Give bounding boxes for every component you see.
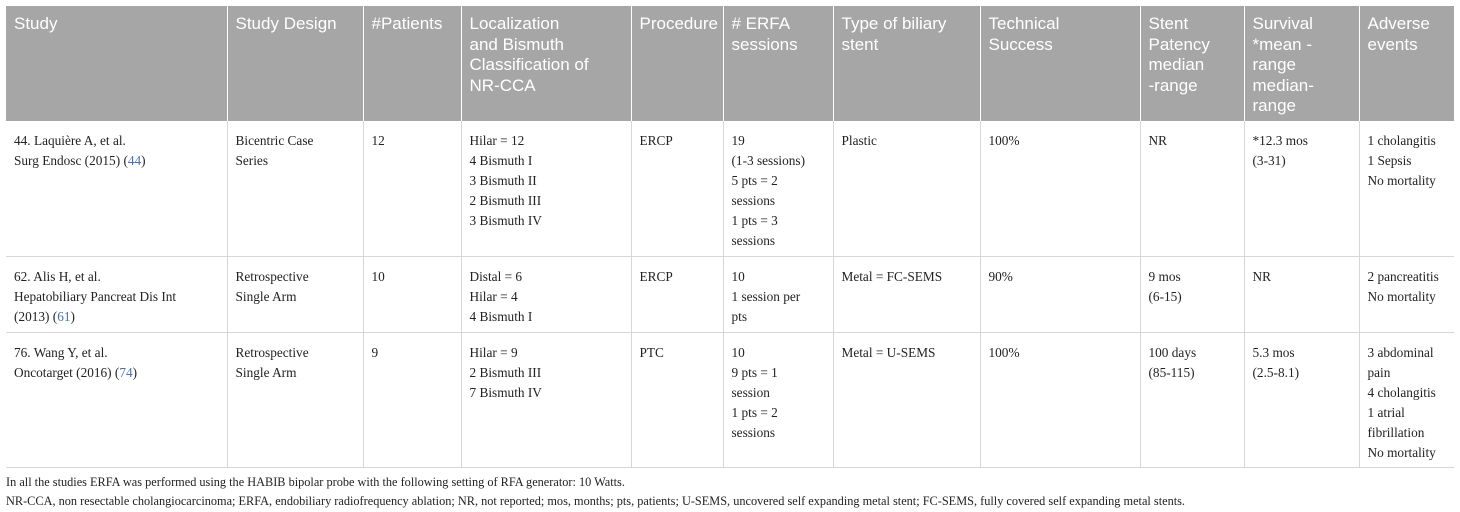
reference-link[interactable]: 44 <box>127 152 142 168</box>
cell-line <box>1253 343 1353 363</box>
cell-text: sessions <box>731 425 776 440</box>
cell-line <box>470 211 625 231</box>
table-footnotes <box>6 473 1454 510</box>
cell-line <box>14 343 221 363</box>
cell-text: Retrospective <box>235 269 309 284</box>
cell-text: 100% <box>988 345 1020 360</box>
cell-stent-patency <box>1140 257 1244 333</box>
cell-line <box>732 343 827 363</box>
cell-line: Success <box>988 34 1053 54</box>
cell-line <box>732 211 827 231</box>
cell-survival <box>1244 257 1359 333</box>
cell-line: median- <box>1252 75 1314 95</box>
cell-line <box>1368 343 1449 363</box>
cell-text: 76. Wang Y, et al. <box>14 345 108 360</box>
cell-technical-success <box>980 257 1140 333</box>
cell-line <box>470 191 625 211</box>
cell-patients <box>363 333 461 468</box>
column-header-localization <box>461 6 631 121</box>
cell-technical-success <box>980 333 1140 468</box>
cell-text: Plastic <box>841 132 877 148</box>
column-header-study <box>6 6 227 121</box>
cell-line <box>842 343 974 363</box>
cell-text: session <box>731 385 770 400</box>
cell-text: 19 <box>731 132 745 148</box>
cell-line: #Patients <box>371 14 443 33</box>
column-header-erfa-sessions <box>723 6 833 121</box>
cell-line <box>1368 363 1449 383</box>
cell-line <box>470 307 625 327</box>
cell-localization <box>461 333 631 468</box>
cell-line: Adverse <box>1367 14 1430 33</box>
cell-line <box>1253 151 1353 171</box>
table-body <box>6 121 1454 468</box>
cell-text: sessions <box>731 192 776 208</box>
cell-text: ERCP <box>639 132 673 148</box>
footnote-settings: In all the studies ERFA was performed using the HABIB bipolar probe with the following setting of RFA generator: 10 Watts. <box>6 475 625 489</box>
cell-line <box>372 267 455 287</box>
cell-line <box>236 131 357 151</box>
cell-text: fibrillation <box>1367 425 1425 440</box>
cell-line <box>1149 131 1238 151</box>
cell-text: 62. Alis H, et al. <box>14 269 101 284</box>
cell-text: sessions <box>731 232 776 248</box>
cell-erfa-sessions <box>723 257 833 333</box>
footnote-abbreviations: NR-CCA, non resectable cholangiocarcinoma; ERFA, endobiliary radiofrequency ablation; NR, not reported; mos, months; pts, patients; U-SEMS, uncovered self expanding metal stent; FC-SEMS, fully covered self expanding metal stents. <box>6 493 1186 508</box>
cell-text: 3 abdominal <box>1367 345 1434 360</box>
cell-procedure <box>631 257 723 333</box>
cell-line: range <box>1252 55 1296 74</box>
reference-paren: ) <box>132 365 138 380</box>
cell-line <box>732 171 827 191</box>
table-row <box>6 257 1454 333</box>
cell-line <box>732 231 827 251</box>
cell-text: Hilar = 4 <box>469 289 518 304</box>
cell-line <box>236 287 357 307</box>
cell-line <box>640 131 717 151</box>
cell-text: 4 Bismuth I <box>469 309 533 324</box>
cell-text: pts <box>731 309 748 324</box>
cell-line <box>470 131 625 151</box>
cell-stent-patency <box>1140 121 1244 257</box>
cell-text: Metal = FC-SEMS <box>841 269 943 284</box>
cell-line <box>14 267 221 287</box>
cell-line: sessions <box>731 34 798 54</box>
cell-text: (3-31) <box>1252 152 1286 168</box>
reference-paren: ) <box>70 309 75 324</box>
cell-text: 9 <box>371 345 379 360</box>
cell-text: (6-15) <box>1148 289 1182 304</box>
study-table <box>6 6 1454 468</box>
cell-stent-type <box>833 121 980 257</box>
cell-text: 4 Bismuth I <box>469 152 533 168</box>
cell-line <box>470 363 625 383</box>
cell-line <box>732 287 827 307</box>
cell-stent-type <box>833 333 980 468</box>
cell-line <box>14 151 221 171</box>
cell-text: 12 <box>371 132 385 148</box>
cell-line: Technical <box>988 14 1060 33</box>
cell-line <box>989 131 1134 151</box>
cell-text: NR <box>1252 269 1271 284</box>
cell-text: Single Arm <box>235 365 297 380</box>
cell-line <box>1368 443 1449 463</box>
cell-line <box>1149 343 1238 363</box>
cell-line <box>236 343 357 363</box>
cell-text: 1 Sepsis <box>1367 152 1412 168</box>
cell-line: and Bismuth <box>469 34 564 54</box>
cell-text: Surg Endosc (2015) ( <box>14 152 128 168</box>
reference-link[interactable]: 74 <box>119 365 133 380</box>
cell-text: ERCP <box>639 269 673 284</box>
cell-line: events <box>1367 34 1418 54</box>
cell-line <box>1368 423 1449 443</box>
cell-text: 2 Bismuth III <box>469 192 542 208</box>
cell-text: 1 pts = 2 <box>731 405 778 420</box>
cell-adverse-events <box>1359 121 1454 257</box>
cell-text: pain <box>1367 365 1391 380</box>
cell-line: Classification of <box>469 55 589 74</box>
cell-adverse-events <box>1359 257 1454 333</box>
cell-text: 2 pancreatitis <box>1367 269 1439 284</box>
cell-line <box>732 363 827 383</box>
cell-line <box>1368 383 1449 403</box>
cell-stent-type <box>833 257 980 333</box>
cell-line <box>14 307 221 327</box>
cell-line <box>1253 131 1353 151</box>
cell-text: NR <box>1148 132 1167 148</box>
cell-study-design <box>227 121 363 257</box>
cell-line <box>1368 151 1449 171</box>
cell-line: # ERFA <box>731 14 791 33</box>
cell-text: Oncotarget (2016) ( <box>14 365 120 380</box>
cell-line: Type of biliary <box>841 14 947 33</box>
cell-text: *12.3 mos <box>1252 132 1308 148</box>
cell-patients <box>363 121 461 257</box>
cell-text: 10 <box>731 345 745 360</box>
cell-text: 1 pts = 3 <box>731 212 778 228</box>
cell-line: Localization <box>469 14 560 33</box>
cell-text: 5.3 mos <box>1252 345 1295 360</box>
cell-text: No mortality <box>1367 289 1436 304</box>
cell-text: (1-3 sessions) <box>731 152 805 168</box>
cell-line <box>842 131 974 151</box>
cell-line <box>732 403 827 423</box>
cell-line: Study <box>14 14 58 33</box>
cell-study <box>6 257 227 333</box>
table-row <box>6 333 1454 468</box>
cell-line <box>372 343 455 363</box>
cell-text: 7 Bismuth IV <box>469 385 542 400</box>
cell-line <box>842 267 974 287</box>
cell-line <box>236 267 357 287</box>
cell-erfa-sessions <box>723 333 833 468</box>
cell-line <box>1253 363 1353 383</box>
cell-text: 5 pts = 2 <box>731 172 778 188</box>
cell-stent-patency <box>1140 333 1244 468</box>
cell-line <box>640 343 717 363</box>
cell-text: Single Arm <box>235 289 297 304</box>
cell-line <box>732 383 827 403</box>
cell-text: Distal = 6 <box>469 269 523 284</box>
cell-text: Series <box>235 152 268 168</box>
cell-line <box>14 363 221 383</box>
cell-line <box>14 287 221 307</box>
cell-text: Hepatobiliary Pancreat Dis Int <box>14 289 177 304</box>
cell-line <box>732 191 827 211</box>
column-header-procedure <box>631 6 723 121</box>
cell-text: PTC <box>639 345 664 360</box>
header-row <box>6 6 1454 121</box>
cell-text: (2.5-8.1) <box>1252 365 1300 380</box>
cell-adverse-events <box>1359 333 1454 468</box>
column-header-technical-success <box>980 6 1140 121</box>
cell-text: Hilar = 9 <box>469 345 518 360</box>
cell-line <box>470 151 625 171</box>
cell-line: Study Design <box>235 14 337 33</box>
reference-paren: ) <box>141 152 146 168</box>
cell-text: Bicentric Case <box>235 132 314 148</box>
cell-text: 44. Laquière A, et al. <box>14 132 126 148</box>
cell-line: Survival <box>1252 14 1313 33</box>
cell-line: NR-CCA <box>469 75 536 95</box>
column-header-stent-type <box>833 6 980 121</box>
cell-line <box>732 423 827 443</box>
cell-line: Stent <box>1148 14 1189 33</box>
cell-line <box>236 151 357 171</box>
cell-survival <box>1244 333 1359 468</box>
cell-text: No mortality <box>1367 445 1436 460</box>
cell-line <box>1149 267 1238 287</box>
cell-text: 100 days <box>1148 345 1197 360</box>
cell-text: 9 mos <box>1148 269 1181 284</box>
cell-line <box>1368 287 1449 307</box>
cell-line <box>372 131 455 151</box>
reference-link[interactable]: 61 <box>57 309 71 324</box>
cell-localization <box>461 257 631 333</box>
cell-line <box>1253 267 1353 287</box>
cell-line <box>1149 287 1238 307</box>
cell-text: 10 <box>731 269 745 284</box>
cell-procedure <box>631 121 723 257</box>
column-header-patients <box>363 6 461 121</box>
cell-line <box>989 267 1134 287</box>
cell-line: *mean - <box>1252 34 1313 54</box>
cell-line <box>732 267 827 287</box>
cell-line: median <box>1148 55 1205 74</box>
cell-procedure <box>631 333 723 468</box>
cell-line <box>1149 363 1238 383</box>
cell-erfa-sessions <box>723 121 833 257</box>
cell-text: 9 pts = 1 <box>731 365 778 380</box>
cell-text: Retrospective <box>235 345 309 360</box>
cell-study-design <box>227 257 363 333</box>
column-header-adverse-events <box>1359 6 1454 121</box>
cell-line: stent <box>841 34 879 54</box>
cell-line <box>470 287 625 307</box>
cell-localization <box>461 121 631 257</box>
cell-text: No mortality <box>1367 172 1436 188</box>
cell-line: -range <box>1148 75 1198 95</box>
cell-text: 1 cholangitis <box>1367 132 1436 148</box>
cell-patients <box>363 257 461 333</box>
cell-text: 1 session per <box>731 289 801 304</box>
cell-line <box>732 131 827 151</box>
cell-text: 2 Bismuth III <box>469 365 542 380</box>
cell-text: 10 <box>371 269 385 284</box>
column-header-study-design <box>227 6 363 121</box>
cell-line <box>1368 171 1449 191</box>
cell-line <box>470 383 625 403</box>
cell-text: 90% <box>988 269 1013 284</box>
cell-line <box>470 343 625 363</box>
cell-technical-success <box>980 121 1140 257</box>
cell-line: Procedure <box>639 14 718 33</box>
cell-line <box>470 267 625 287</box>
cell-line <box>989 343 1134 363</box>
cell-study <box>6 121 227 257</box>
cell-text: (2013) ( <box>14 309 58 324</box>
cell-line: range <box>1252 96 1296 115</box>
cell-survival <box>1244 121 1359 257</box>
cell-line <box>732 151 827 171</box>
cell-line <box>1368 267 1449 287</box>
cell-text: (85-115) <box>1148 365 1195 380</box>
cell-line <box>1368 131 1449 151</box>
table-header <box>6 6 1454 121</box>
cell-line <box>1368 403 1449 423</box>
cell-line: Patency <box>1148 34 1210 54</box>
cell-line <box>14 131 221 151</box>
cell-text: 4 cholangitis <box>1367 385 1436 400</box>
cell-line <box>236 363 357 383</box>
cell-text: 1 atrial <box>1367 405 1405 420</box>
cell-line <box>732 307 827 327</box>
cell-text: 100% <box>988 132 1020 148</box>
cell-study <box>6 333 227 468</box>
cell-text: Hilar = 12 <box>469 132 525 148</box>
table-row <box>6 121 1454 257</box>
cell-text: 3 Bismuth IV <box>469 212 542 228</box>
column-header-stent-patency <box>1140 6 1244 121</box>
cell-text: 3 Bismuth II <box>469 172 537 188</box>
cell-line <box>640 267 717 287</box>
cell-study-design <box>227 333 363 468</box>
cell-line <box>470 171 625 191</box>
cell-text: Metal = U-SEMS <box>841 345 936 360</box>
column-header-survival <box>1244 6 1359 121</box>
